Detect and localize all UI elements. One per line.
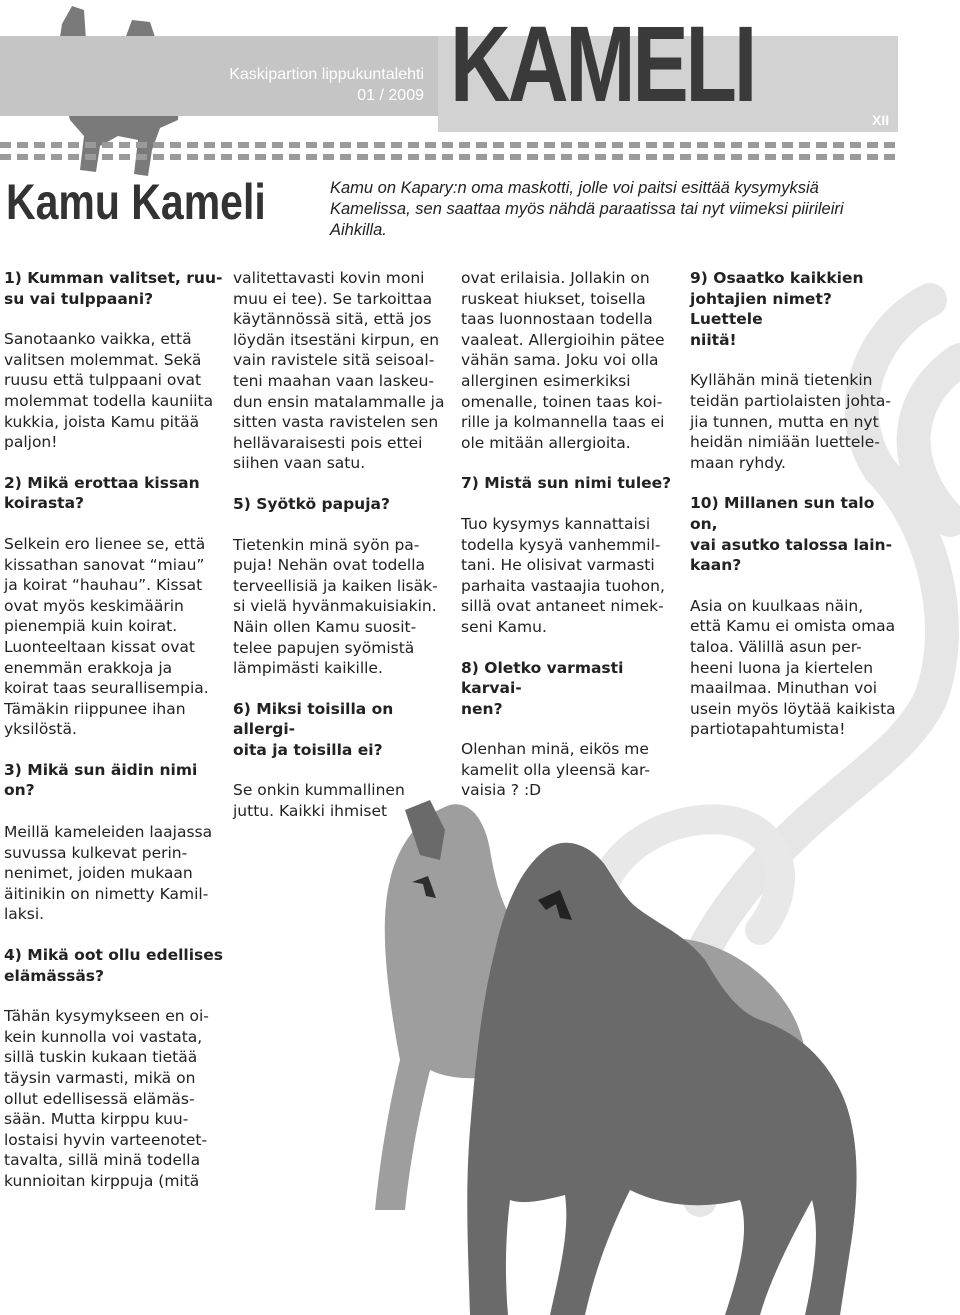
question: 8) Oletko varmasti karvai- nen? (461, 658, 624, 718)
answer: Tietenkin minä syön pa- puja! Nehän ovat todella terveellisiä ja kaiken lisäk- si vielä hyvänmakuisiakin. Näin ollen Kamu suosit- telee papujen syömistä lämpimästi kaikille. (233, 535, 438, 678)
answer: ovat erilaisia. Jollakin on ruskeat hiukset, toisella taas luonnostaan todella vaaleat. Allergioihin pätee vähän sama. Joku voi olla allerginen esimerkiksi omenalle, toinen taas koi- rille ja kolmannella taas ei ole mitään allergioita. (461, 269, 665, 452)
volume-number: XII (872, 112, 890, 128)
answer: valitettavasti kovin moni muu ei tee). Se tarkoittaa käytännössä sitä, että jos löydän itsestäni kirpun, en vain ravistele sitä seisoal- teni maahan vaan laskeu- dun ensin matalammalle ja sitten vasta ravistelen sen hellävaraisesti pois ettei siihen vaan satu. (233, 269, 445, 473)
question: 5) Syötkö papuja? (233, 494, 390, 513)
question: 9) Osaatko kaikkien johtajien nimet? Luettele niitä! (690, 269, 864, 349)
answer: Tähän kysymykseen en oi- kein kunnolla voi vastata, sillä tuskin kukaan tietää täysin varmasti, mikä on ollut edellisessä elämäs- sään. Mutta kirppu kuu- lostaisi hyvin varteenotet- tavalta, sillä minä todella kunnioitan kirppuja (mitä (4, 1007, 209, 1190)
issue-number: 01 / 2009 (357, 87, 424, 104)
question: 1) Kumman valitset, ruu- su vai tulppaani? (4, 269, 223, 308)
answer: Tuo kysymys kannattaisi todella kysyä vanhemmil- tani. He olisivat varmasti parhaita vastaajia tuohon, sillä ovat antaneet nimek- seni Kamu. (461, 514, 665, 636)
article-intro: Kamu on Kapary:n oma maskotti, jolle voi paitsi esittää kysymyksiä Kamelissa, sen saattaa myös nähdä paraatissa tai nyt viimeksi piirileiri Aihkilla. (330, 179, 844, 239)
column-1 (4, 268, 224, 821)
dashed-divider-bottom (0, 154, 900, 160)
masthead-wordmark: KAMELI (450, 3, 755, 124)
answer: Sanotaanko vaikka, että valitsen molemmat. Sekä ruusu että tulppaani ovat molemmat todella kauniita kukkia, joista Kamu pitää paljon! (4, 330, 214, 452)
answer: Olenhan minä, eikös me kamelit olla yleensä kar- vaisia ? :D (461, 740, 651, 800)
answer: Asia on kuulkaas näin, että Kamu ei omista omaa taloa. Välillä asun per- heeni luona ja kiertelen maailmaa. Minuthan voi usein myös löytää kaikista partiotapahtumista! (690, 596, 896, 739)
question: 6) Miksi toisilla on allergi- oita ja toisilla ei? (233, 699, 394, 759)
question: 4) Mikä oot ollu edellises elämässäs? (4, 945, 223, 985)
dashed-divider-top (0, 142, 900, 148)
answer: Se onkin kummallinen juttu. Kaikki ihmiset (233, 781, 405, 821)
answer: Meillä kameleiden laajassa suvussa kulkevat perin- nenimet, joiden mukaan äitinikin on nimetty Kamil- laksi. (4, 823, 213, 924)
column-3 (461, 268, 683, 821)
question: 10) Millanen sun talo on, vai asutko talossa lain- kaan? (690, 494, 893, 575)
publication-name: Kaskipartion lippukuntalehti (229, 66, 424, 83)
question: 2) Mikä erottaa kissan koirasta? (4, 473, 200, 513)
article-title: Kamu Kameli (6, 174, 266, 230)
answer: Selkein ero lienee se, että kissathan sanovat “miau” ja koirat “hauhau”. Kissat ovat myös keskimäärin pienempiä kuin koirat. Luonteeltaan kissat ovat enemmän erakkoja ja koirat taas seurallisempia. Tämäkin riippunee ihan yksilöstä. (4, 534, 209, 739)
column-2 (233, 268, 455, 842)
column-4 (690, 268, 905, 760)
question: 7) Mistä sun nimi tulee? (461, 474, 672, 493)
answer: Kyllähän minä tietenkin teidän partiolaisten johta- jia tunnen, mutta en nyt heidän nimiään luettele- maan ryhdy. (690, 371, 891, 472)
publication-subtitle (124, 64, 424, 106)
column-1-continued (4, 822, 224, 1212)
question: 3) Mikä sun äidin nimi on? (4, 760, 198, 800)
